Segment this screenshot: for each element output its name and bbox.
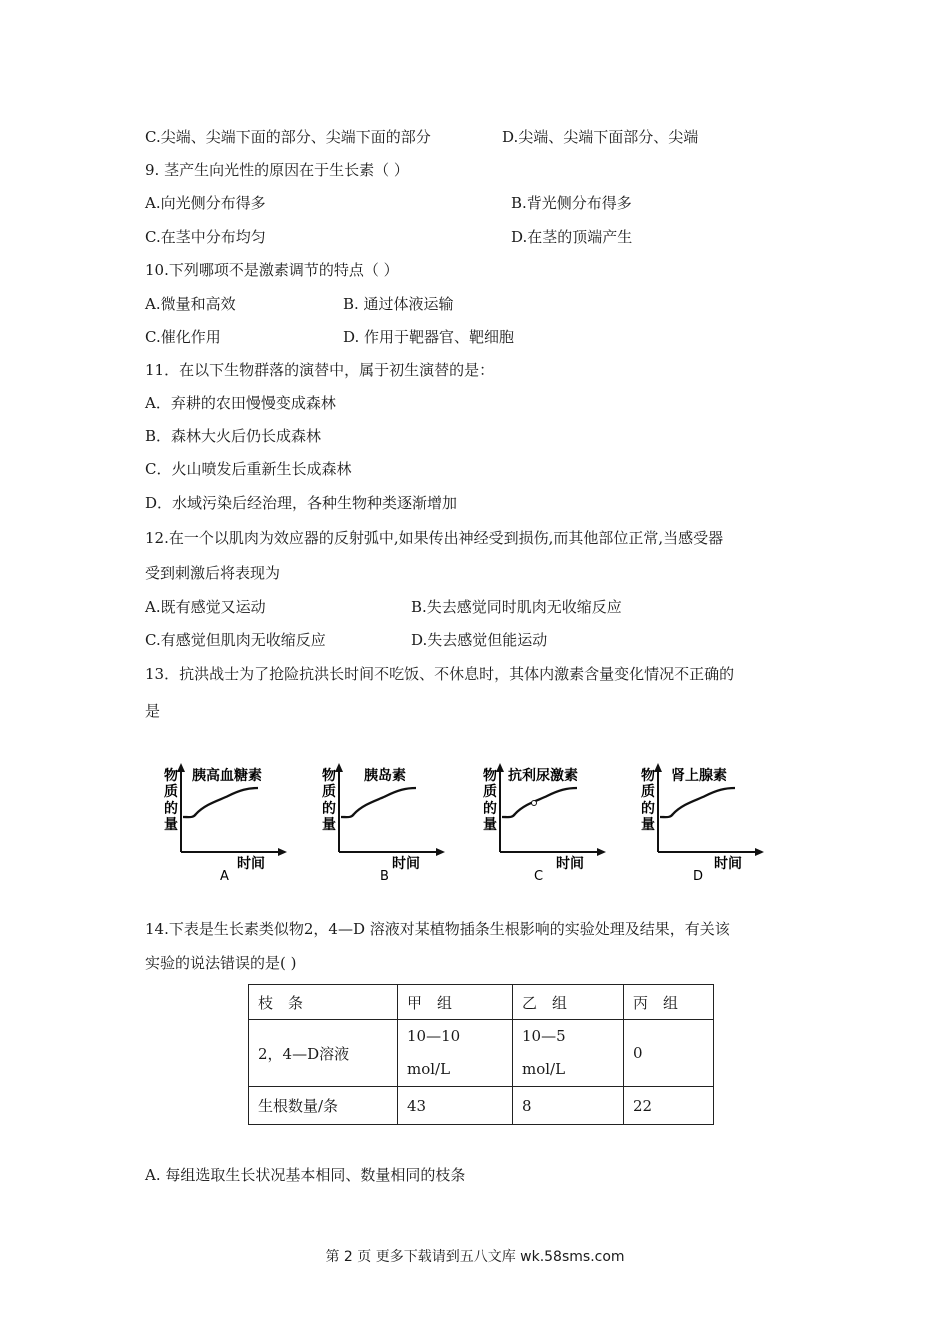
table-cell (513, 1020, 624, 1087)
y-axis-arrow (654, 763, 662, 772)
x-axis-label: 时间 (237, 856, 265, 872)
y-label-char: 量 (164, 817, 178, 833)
hormone-chart-b (318, 758, 458, 883)
y-label-char: 物 (641, 768, 655, 784)
y-label-char: 质 (483, 784, 497, 800)
hormone-chart-c (479, 758, 619, 883)
q13-stem-line2: 是 (145, 702, 161, 720)
experiment-table (248, 984, 714, 1125)
y-axis-arrow (335, 763, 343, 772)
hormone-chart-a (160, 758, 300, 883)
concentration-unit: mol/L (407, 1060, 451, 1078)
x-axis-label: 时间 (556, 856, 584, 872)
table-cell: 8 (513, 1087, 624, 1125)
q12-option-a: A.既有感觉又运动 (145, 598, 266, 616)
table-header-row (249, 985, 714, 1020)
chart-letter: B (380, 869, 389, 883)
y-label-char: 的 (641, 801, 655, 817)
q10-option-d: D. 作用于靶器官、靶细胞 (343, 328, 515, 346)
level-curve (660, 788, 735, 817)
chart-letter: D (693, 869, 704, 883)
table-header-cell: 丙 组 (624, 985, 714, 1020)
chart-letter: C (534, 869, 544, 883)
y-label-char: 量 (641, 817, 655, 833)
table-cell (398, 1020, 513, 1087)
y-label-char: 的 (483, 801, 497, 817)
q10-option-b: B. 通过体液运输 (343, 295, 454, 313)
chart-title: 抗利尿激素 (508, 768, 578, 784)
q9-stem: 9. 茎产生向光性的原因在于生长素（ ） (145, 161, 409, 179)
page-footer: 第 2 页 更多下载请到五八文库 wk.58sms.com (325, 1249, 625, 1265)
table-row (249, 1020, 714, 1087)
q12-option-b: B.失去感觉同时肌肉无收缩反应 (411, 598, 622, 616)
q12-stem-line2: 受到刺激后将表现为 (145, 564, 281, 582)
q11-option-a: A．弃耕的农田慢慢变成森林 (145, 394, 336, 412)
q13-stem-line1: 13．抗洪战士为了抢险抗洪长时间不吃饭、不休息时，其体内激素含量变化情况不正确的 (145, 665, 735, 683)
y-axis-label (483, 767, 497, 833)
concentration-value: 10—10 (407, 1027, 461, 1045)
concentration-unit: mol/L (522, 1060, 566, 1078)
y-label-char: 质 (641, 784, 655, 800)
q12-stem-line1: 12.在一个以肌肉为效应器的反射弧中,如果传出神经受到损伤,而其他部位正常,当感受器 (145, 529, 724, 547)
y-label-char: 物 (322, 768, 336, 784)
hormone-chart-d (637, 758, 777, 883)
table-cell: 22 (624, 1087, 714, 1125)
table-cell: 0 (624, 1020, 714, 1087)
q9-option-a: A.向光侧分布得多 (145, 194, 266, 212)
level-curve (341, 788, 416, 817)
q11-option-c: C．火山喷发后重新生长成森林 (145, 460, 352, 478)
y-axis-arrow (496, 763, 504, 772)
y-axis-label (164, 767, 178, 833)
y-label-char: 物 (483, 768, 497, 784)
chart-title: 肾上腺素 (671, 768, 727, 784)
level-curve (183, 788, 258, 817)
q9-option-c: C.在茎中分布均匀 (145, 228, 266, 246)
y-label-char: 物 (164, 768, 178, 784)
y-label-char: 的 (322, 801, 336, 817)
q12-option-d: D.失去感觉但能运动 (411, 631, 548, 649)
y-label-char: 的 (164, 801, 178, 817)
y-axis-label (322, 767, 336, 833)
x-axis-arrow (597, 848, 606, 856)
x-axis-arrow (755, 848, 764, 856)
curve-marker (532, 801, 537, 806)
table-header-cell: 甲 组 (398, 985, 513, 1020)
q8-option-c: C.尖端、尖端下面的部分、尖端下面的部分 (145, 128, 431, 146)
q10-option-c: C.催化作用 (145, 328, 221, 346)
q9-option-d: D.在茎的顶端产生 (511, 228, 633, 246)
q9-option-b: B.背光侧分布得多 (511, 194, 632, 212)
q12-option-c: C.有感觉但肌肉无收缩反应 (145, 631, 326, 649)
y-axis-label (641, 767, 655, 833)
q10-stem: 10.下列哪项不是激素调节的特点（ ） (145, 261, 399, 279)
q10-option-a: A.微量和高效 (145, 295, 236, 313)
x-axis-label: 时间 (392, 856, 420, 872)
concentration-value: 10—5 (522, 1027, 566, 1045)
q11-option-b: B．森林大火后仍长成森林 (145, 427, 322, 445)
q14-stem-line2: 实验的说法错误的是( ) (145, 954, 297, 972)
chart-title: 胰岛素 (364, 768, 406, 784)
y-label-char: 量 (322, 817, 336, 833)
q11-stem: 11．在以下生物群落的演替中，属于初生演替的是： (145, 361, 495, 379)
table-header-cell: 枝 条 (249, 985, 398, 1020)
q14-stem-line1: 14.下表是生长素类似物2，4—D 溶液对某植物插条生根影响的实验处理及结果，有关该 (145, 920, 730, 938)
q14-option-a: A. 每组选取生长状况基本相同、数量相同的枝条 (145, 1166, 466, 1184)
y-label-char: 量 (483, 817, 497, 833)
x-axis-label: 时间 (714, 856, 742, 872)
chart-letter: A (220, 869, 229, 883)
x-axis-arrow (278, 848, 287, 856)
level-curve (502, 788, 577, 817)
y-label-char: 质 (164, 784, 178, 800)
q11-option-d: D．水域污染后经治理，各种生物种类逐渐增加 (145, 494, 458, 512)
table-cell-label: 生根数量/条 (249, 1087, 398, 1125)
x-axis-arrow (436, 848, 445, 856)
table-header-cell: 乙 组 (513, 985, 624, 1020)
q8-option-d: D.尖端、尖端下面部分、尖端 (502, 128, 699, 146)
table-row (249, 1087, 714, 1125)
chart-title: 胰高血糖素 (192, 768, 262, 784)
y-axis-arrow (177, 763, 185, 772)
table-cell-label: 2，4—D溶液 (249, 1020, 398, 1087)
y-label-char: 质 (322, 784, 336, 800)
table-cell: 43 (398, 1087, 513, 1125)
